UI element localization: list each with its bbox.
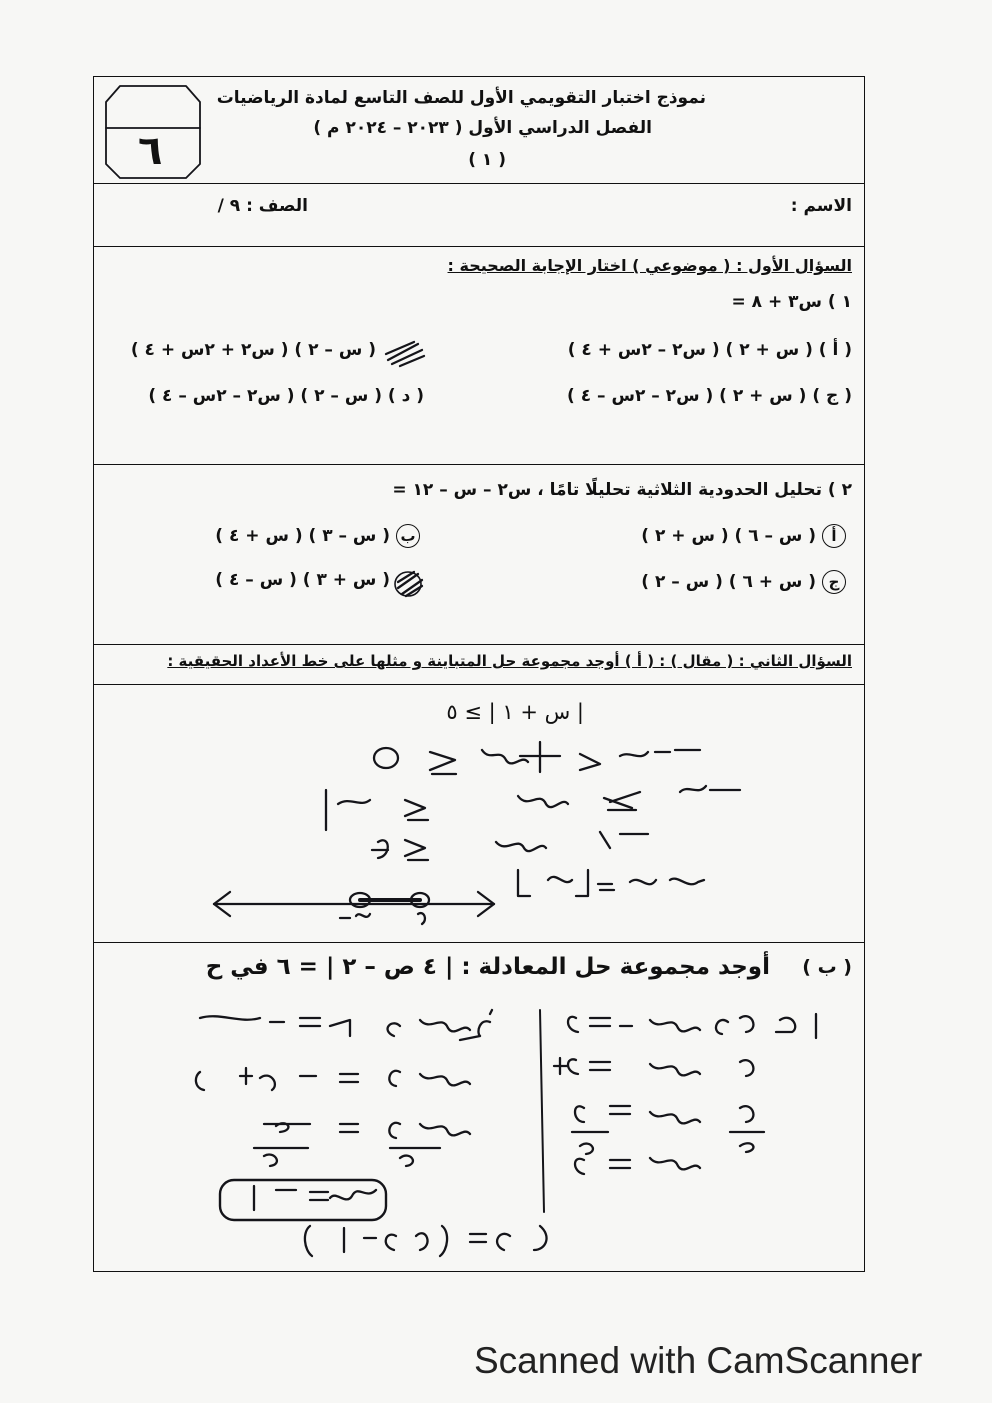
exam-title: نموذج اختبار التقويمي الأول للصف التاسع لمادة الرياضيات — [216, 88, 706, 108]
form-number: ( ١ ) — [468, 150, 506, 170]
number-line — [210, 880, 510, 930]
q2-part-b-question: أوجد مجموعة حل المعادلة : | ٤ ص – ٢ | = ٦ في ح — [205, 954, 770, 980]
exam-term: الفصل الدراسي الأول ( ٢٠٢٣ – ٢٠٢٤ م ) — [313, 118, 652, 138]
q1-item1-option-d: ( د ) ( س – ٢ ) ( س٢ – ٢س – ٤ ) — [148, 386, 424, 406]
q1-item2-option-d — [215, 570, 420, 590]
q1-item1-stem: ١ ) س٣ + ٨ = — [731, 292, 852, 312]
option-letter: أ — [822, 524, 846, 548]
divider — [93, 183, 865, 184]
q2-part-a-expression: | س + ١ | ≥ ٥ — [446, 700, 584, 724]
q1-item1-option-a: ( أ ) ( س + ٢ ) ( س٢ – ٢س + ٤ ) — [567, 340, 852, 360]
q1-item1-option-b: ( س – ٢ ) ( س٢ + ٢س + ٤ ) — [130, 340, 376, 360]
name-label: الاسم : — [790, 196, 852, 216]
option-text: ( س + ٦ ) ( س – ٢ ) — [641, 572, 817, 592]
option-text: ( س – ٦ ) ( س + ٢ ) — [641, 526, 817, 546]
q1-item2-option-c — [641, 570, 846, 594]
q1-item2-stem: ٢ ) تحليل الحدودية الثلاثية تحليلًا تامًا ، س٢ – س – ١٢ = — [392, 480, 852, 500]
scanner-watermark: Scanned with CamScanner — [474, 1340, 923, 1381]
divider — [93, 684, 865, 685]
divider — [93, 644, 865, 645]
q1-heading: السؤال الأول : ( موضوعي ) اختار الإجابة الصحيحة : — [447, 256, 852, 275]
q1-item2-option-a — [641, 524, 846, 548]
q2-part-b-label: ( ب ) — [802, 956, 852, 978]
option-letter: ج — [822, 570, 846, 594]
option-letter: ب — [396, 524, 420, 548]
divider — [93, 464, 865, 465]
q1-item1-option-c: ( ج ) ( س + ٢ ) ( س٢ – ٢س – ٤ ) — [567, 386, 852, 406]
q2-heading: السؤال الثاني : ( مقال ) : ( أ ) أوجد مجموعة حل المتباينة و مثلها على خط الأعداد الحقيقية : — [167, 652, 852, 670]
score: ٦ — [138, 128, 163, 174]
handwritten-solution-b — [180, 1000, 840, 1270]
option-text: ( س – ٣ ) ( س + ٤ ) — [215, 526, 391, 546]
class-label: الصف : ٩ / — [217, 196, 308, 216]
selected-answer-scribble — [392, 568, 426, 600]
q1-item2-option-b — [215, 524, 420, 548]
selected-answer-scribble — [380, 338, 430, 370]
divider — [93, 246, 865, 247]
option-text: ( س + ٣ ) ( س – ٤ ) — [215, 570, 391, 590]
divider — [93, 942, 865, 943]
